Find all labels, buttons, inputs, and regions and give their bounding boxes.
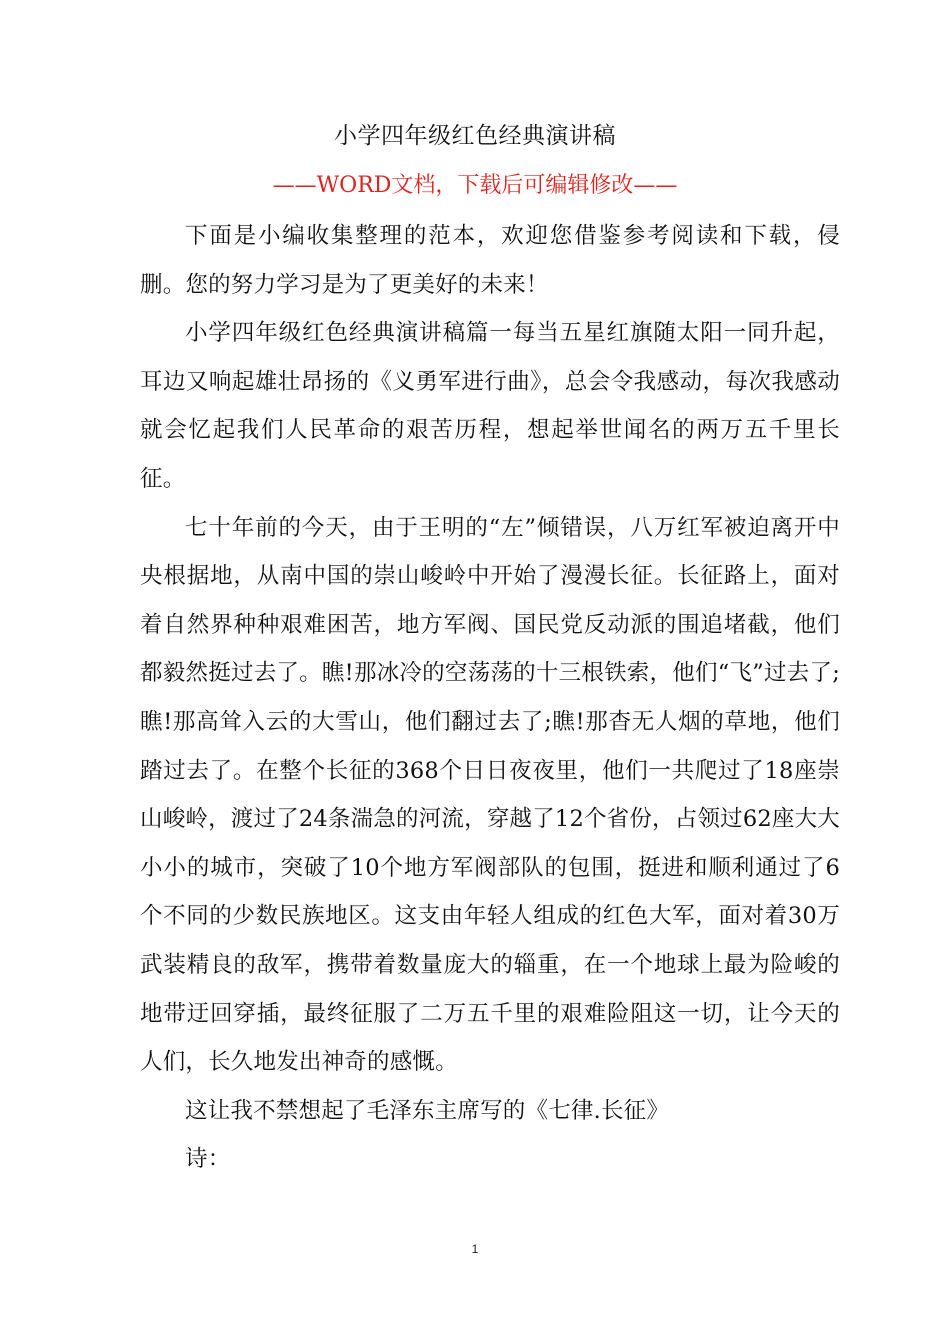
- paragraph-1: 小学四年级红色经典演讲稿篇一每当五星红旗随太阳一同升起，耳边又响起雄壮昂扬的《义勇军进行曲》，总会令我感动，每次我感动就会忆起我们人民革命的艰苦历程，想起举世闻名的两万五千里长征。: [140, 320, 840, 492]
- paragraph-4: 诗：: [185, 1146, 231, 1173]
- paragraph-3: 这让我不禁想起了毛泽东主席写的《七律.长征》: [185, 1097, 670, 1124]
- document-subtitle: ——WORD文档，下载后可编辑修改——: [272, 173, 678, 198]
- document-title: 小学四年级红色经典演讲稿: [334, 123, 616, 149]
- page-number: 1: [471, 1242, 479, 1256]
- paragraph-intro: 下面是小编收集整理的范本，欢迎您借鉴参考阅读和下载，侵删。您的努力学习是为了更美好的未来！: [140, 223, 840, 298]
- document-body: [140, 212, 840, 1184]
- paragraph-2: 七十年前的今天，由于王明的“左”倾错误，八万红军被迫离开中央根据地，从南中国的崇山峻岭中开始了漫漫长征。长征路上，面对着自然界种种艰难困苦，地方军阀、国民党反动派的围追堵截，他们都毅然挺过去了。瞧!那冰冷的空荡荡的十三根铁索，他们“飞”过去了;瞧!那高耸入云的大雪山，他们翻过去了;瞧!那杳无人烟的草地，他们踏过去了。在整个长征的368个日日夜夜里，他们一共爬过了18座崇山峻岭，渡过了24条湍急的河流，穿越了12个省份，占领过62座大大小小的城市，突破了10个地方军阀部队的包围，挺进和顺利通过了6个不同的少数民族地区。这支由年轻人组成的红色大军，面对着30万武装精良的敌军，携带着数量庞大的辎重，在一个地球上最为险峻的地带迂回穿插，最终征服了二万五千里的艰难险阻这一切，让今天的人们，长久地发出神奇的感慨。: [140, 514, 840, 1076]
